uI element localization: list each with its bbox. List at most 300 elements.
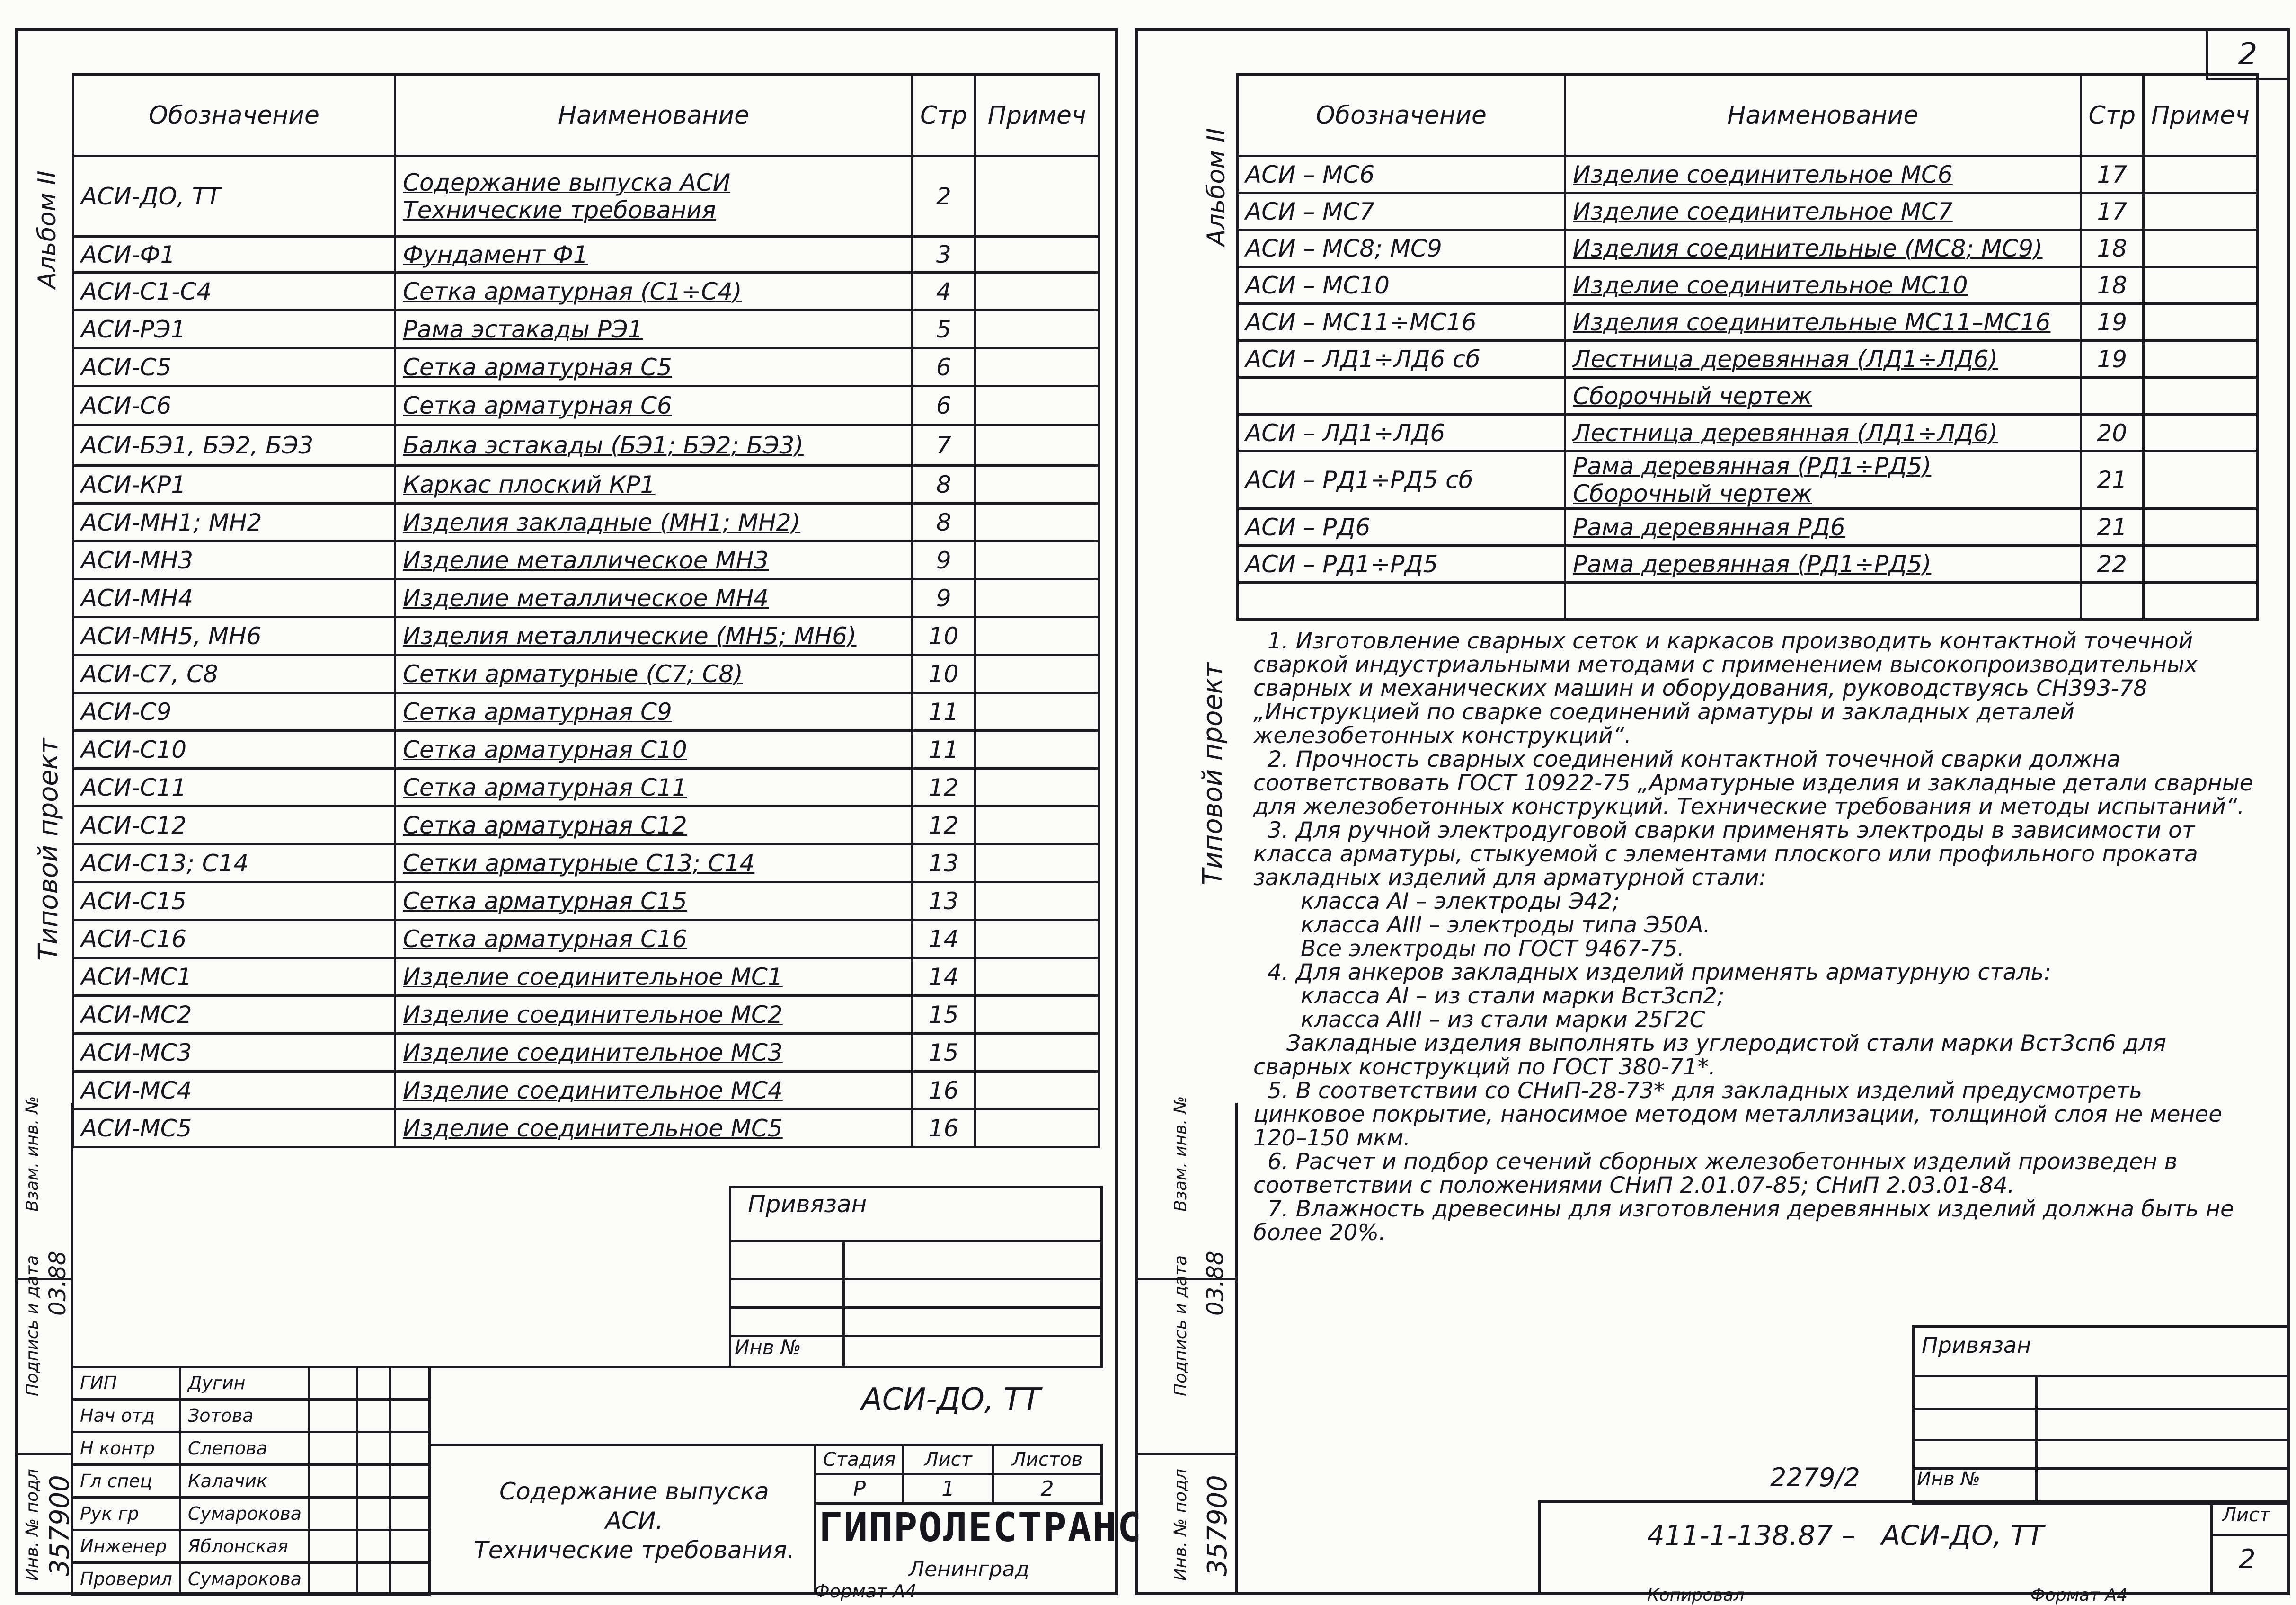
cell-note <box>975 882 1099 920</box>
cell-text: 10 <box>928 660 959 688</box>
cell-text: АСИ-КР1 <box>81 470 186 498</box>
left-privyazan-label: Привязан <box>748 1190 867 1218</box>
cell-note <box>975 156 1099 237</box>
cell-text: АСИ-БЭ1, БЭ2, БЭ3 <box>81 432 314 459</box>
cell-text: АСИ-МС3 <box>81 1038 192 1066</box>
signer-date <box>357 1432 390 1465</box>
cell-text: Фундамент Ф1 <box>403 240 588 268</box>
right-sign-label: Подпись и дата <box>1171 1255 1190 1396</box>
table-row <box>73 920 1099 958</box>
cell-text: 18 <box>2097 271 2128 299</box>
cell-text: 12 <box>928 811 959 839</box>
table-row <box>73 310 1099 348</box>
cell-text: Сетка арматурная С9 <box>403 698 672 726</box>
cell-text: АСИ-С11 <box>81 773 187 801</box>
cell-page <box>2081 230 2144 267</box>
cell-designation <box>73 156 395 237</box>
cell-page <box>912 466 975 504</box>
cell-text: АСИ-С9 <box>81 698 172 726</box>
cell-text: 12 <box>928 773 959 801</box>
cell-designation <box>1238 193 1565 230</box>
cell-text: Балка эстакады (БЭ1; БЭ2; БЭ3) <box>403 432 804 459</box>
cell-text: АСИ-МН5, МН6 <box>81 622 262 650</box>
cell-designation <box>73 844 395 882</box>
signer-date <box>357 1530 390 1563</box>
table-row <box>73 693 1099 731</box>
right-inv-no: Инв № <box>1917 1468 1980 1490</box>
cell-text: Сборочный чертеж <box>1573 382 1812 410</box>
table-row <box>1238 193 2258 230</box>
table-row <box>73 348 1099 386</box>
cell-text: Рама деревянная (РД1÷РД5) Сборочный чертеж <box>1573 452 1932 507</box>
table-row <box>1238 304 2258 341</box>
cell-text: 21 <box>2097 466 2128 494</box>
signer-name: Зотова <box>180 1400 309 1432</box>
cell-designation <box>1238 546 1565 583</box>
cell-text: Изделие металлическое МН4 <box>403 584 769 612</box>
signer-role: ГИП <box>72 1367 180 1400</box>
note-paragraph: 2. Прочность сварных соединений контактной точечной сварки должна соответствовать ГОСТ 10922-75 „Арматурные изделия и закладные детали сварные для железобетонных конструкций. Технические требования и методы испытаний“. <box>1253 746 2253 820</box>
pr-line1 <box>1912 1375 2290 1377</box>
cell-text: АСИ-С5 <box>81 353 172 381</box>
header-page: Стр <box>912 75 975 156</box>
sheets-value: 2 <box>993 1474 1102 1504</box>
cell-name <box>1565 452 2081 509</box>
cell-name <box>1565 415 2081 452</box>
signer-row <box>72 1498 430 1530</box>
table-row <box>1238 156 2258 193</box>
right-inv-value: 357900 <box>1202 1475 1233 1576</box>
cell-designation <box>1238 452 1565 509</box>
cell-name <box>395 920 913 958</box>
cell-page <box>912 156 975 237</box>
rc-vline <box>2210 1500 2213 1595</box>
cell-text: АСИ-Ф1 <box>81 240 176 268</box>
cell-text: 8 <box>936 470 951 498</box>
right-contents-table <box>1236 73 2259 621</box>
cell-text: 17 <box>2097 197 2128 225</box>
cell-text: 22 <box>2097 550 2128 578</box>
cell-text: 11 <box>928 736 959 763</box>
cell-designation <box>73 996 395 1034</box>
cell-text: 14 <box>928 963 959 991</box>
cell-note <box>2144 509 2258 546</box>
cell-name <box>395 1109 913 1147</box>
cell-text: 13 <box>928 849 959 877</box>
header-note: Примеч <box>2144 75 2258 156</box>
cell-name <box>1565 378 2081 415</box>
cell-designation <box>1238 230 1565 267</box>
cell-designation <box>73 769 395 807</box>
cell-text: 6 <box>936 353 951 381</box>
cell-note <box>975 1072 1099 1109</box>
cell-name <box>395 156 913 237</box>
header-name: Наименование <box>395 75 913 156</box>
cell-designation <box>73 1034 395 1072</box>
cell-designation <box>73 466 395 504</box>
cell-designation <box>73 920 395 958</box>
cell-text: 2 <box>936 182 951 210</box>
order-number: 2279/2 <box>1770 1463 1860 1492</box>
table-row <box>73 769 1099 807</box>
cell-text: 9 <box>936 584 951 612</box>
cell-page <box>2081 341 2144 378</box>
cell-page <box>912 617 975 655</box>
table-row <box>1238 509 2258 546</box>
cell-text: АСИ-С12 <box>81 811 187 839</box>
note-paragraph: класса АI – из стали марки Вст3сп2; <box>1301 983 1725 1009</box>
signer-name: Сумарокова <box>180 1498 309 1530</box>
cell-text: АСИ-МН1; МН2 <box>81 508 262 536</box>
signer-name: Сумарокова <box>180 1563 309 1596</box>
left-doc-code: АСИ-ДО, ТТ <box>861 1382 1041 1417</box>
cell-note <box>2144 304 2258 341</box>
signer-date <box>357 1400 390 1432</box>
table-row <box>1238 230 2258 267</box>
cell-text: Изделие соединительное МС3 <box>403 1038 783 1066</box>
table-row <box>1238 267 2258 304</box>
cell-name <box>395 958 913 996</box>
cell-name <box>1565 583 2081 620</box>
cell-text: Лестница деревянная (ЛД1÷ЛД6) <box>1573 419 1998 447</box>
cell-page <box>912 958 975 996</box>
cell-designation <box>1238 378 1565 415</box>
cell-text: Изделие соединительное МС10 <box>1573 271 1968 299</box>
cell-designation <box>1238 509 1565 546</box>
cell-text: АСИ-С13; С14 <box>81 849 249 877</box>
cell-text: Изделия соединительные (МС8; МС9) <box>1573 234 2043 262</box>
cell-text: АСИ – МС10 <box>1245 271 1390 299</box>
table-row <box>73 807 1099 844</box>
header-designation: Обозначение <box>73 75 395 156</box>
cell-name <box>395 617 913 655</box>
cell-designation <box>73 807 395 844</box>
cell-name <box>395 844 913 882</box>
header-designation: Обозначение <box>1238 75 1565 156</box>
table-row <box>73 237 1099 273</box>
table-row <box>73 1072 1099 1109</box>
cell-name <box>395 807 913 844</box>
cell-page <box>912 386 975 426</box>
cell-page <box>912 541 975 579</box>
pr-line3 <box>1912 1439 2290 1441</box>
cell-designation <box>73 541 395 579</box>
cell-designation <box>73 237 395 273</box>
cell-text: Сетка арматурная (С1÷С4) <box>403 277 742 305</box>
cell-text: Изделие соединительное МС1 <box>403 963 783 991</box>
rc-hline <box>2210 1534 2290 1536</box>
cell-note <box>2144 156 2258 193</box>
stage-header: Стадия <box>816 1445 904 1474</box>
cell-page <box>2081 304 2144 341</box>
signer-date <box>357 1465 390 1498</box>
cell-page <box>2081 452 2144 509</box>
cell-text: Изделие соединительное МС2 <box>403 1001 783 1029</box>
cell-text: 15 <box>928 1001 959 1029</box>
cell-text: АСИ – МС11÷МС16 <box>1245 308 1477 336</box>
right-vzam-label: Взам. инв. № <box>1171 1096 1190 1212</box>
cell-name <box>395 466 913 504</box>
table-row <box>73 655 1099 693</box>
signer-sig <box>310 1400 357 1432</box>
cell-designation <box>73 348 395 386</box>
cell-page <box>912 348 975 386</box>
signer-x <box>390 1400 429 1432</box>
stage-value: Р <box>816 1474 904 1504</box>
cell-text: 14 <box>928 925 959 953</box>
cell-note <box>2144 267 2258 304</box>
note-paragraph: Все электроды по ГОСТ 9467-75. <box>1301 936 1684 962</box>
cell-text: Сетка арматурная С15 <box>403 887 687 915</box>
right-format: Формат А4 <box>2030 1586 2128 1605</box>
sheet-header: Лист <box>904 1445 993 1474</box>
cell-text: Рама деревянная РД6 <box>1573 513 1845 541</box>
cell-text: 19 <box>2097 345 2128 373</box>
cell-text: Изделия закладные (МН1; МН2) <box>403 508 801 536</box>
cell-text: Сетка арматурная С5 <box>403 353 672 381</box>
signer-x <box>390 1367 429 1400</box>
right-sidebar-line-1 <box>1135 1278 1237 1280</box>
cell-page <box>2081 267 2144 304</box>
right-date-value: 03.88 <box>1202 1250 1229 1316</box>
cell-designation <box>73 273 395 310</box>
cell-text: 4 <box>936 277 951 305</box>
pr-vline <box>2035 1375 2038 1505</box>
signer-x <box>390 1498 429 1530</box>
right-album-label: Альбом II <box>1202 128 1231 246</box>
cell-page <box>912 273 975 310</box>
cell-name <box>1565 341 2081 378</box>
table-row <box>73 844 1099 882</box>
signer-role: Гл спец <box>72 1465 180 1498</box>
cell-text: 9 <box>936 546 951 574</box>
cell-note <box>975 958 1099 996</box>
cell-text: Сетки арматурные С13; С14 <box>403 849 755 877</box>
cell-note <box>975 731 1099 769</box>
table-row <box>1238 378 2258 415</box>
cell-page <box>912 844 975 882</box>
table-row <box>73 541 1099 579</box>
cell-note <box>975 1034 1099 1072</box>
cell-text: Сетка арматурная С6 <box>403 392 672 419</box>
cell-note <box>975 693 1099 731</box>
cell-designation <box>73 958 395 996</box>
cell-page <box>2081 193 2144 230</box>
cell-designation <box>73 882 395 920</box>
stage-table <box>814 1444 1103 1505</box>
cell-text: АСИ – МС7 <box>1245 197 1375 225</box>
table-row <box>73 958 1099 996</box>
pl-line1 <box>729 1240 1103 1242</box>
signer-row <box>72 1400 430 1432</box>
cell-note <box>975 273 1099 310</box>
signer-name: Калачик <box>180 1465 309 1498</box>
header-note: Примеч <box>975 75 1099 156</box>
cell-name <box>395 541 913 579</box>
cell-name <box>395 769 913 807</box>
cell-note <box>2144 452 2258 509</box>
cell-text: 16 <box>928 1076 959 1104</box>
cell-text: Каркас плоский КР1 <box>403 470 656 498</box>
cell-text: АСИ – ЛД1÷ЛД6 <box>1245 419 1445 447</box>
cell-page <box>912 504 975 541</box>
right-privyazan-label: Привязан <box>1922 1332 2031 1358</box>
cell-text: АСИ-С6 <box>81 392 172 419</box>
table-row <box>73 882 1099 920</box>
table-row <box>73 731 1099 769</box>
cell-text: 17 <box>2097 160 2128 188</box>
signer-x <box>390 1465 429 1498</box>
cell-name <box>395 1034 913 1072</box>
signer-role: Н контр <box>72 1432 180 1465</box>
cell-text: Сетка арматурная С12 <box>403 811 687 839</box>
org-logo: ГИПРОЛЕСТРАНС <box>819 1504 1143 1551</box>
right-sidebar-divider <box>1235 1103 1238 1595</box>
signer-role: Нач отд <box>72 1400 180 1432</box>
cell-name <box>1565 304 2081 341</box>
cell-page <box>912 882 975 920</box>
signer-date <box>357 1498 390 1530</box>
cell-note <box>2144 193 2258 230</box>
page-number: 2 <box>2238 37 2258 72</box>
cell-page <box>912 769 975 807</box>
cell-note <box>975 844 1099 882</box>
cell-text: 7 <box>936 432 951 459</box>
cell-text: Сетки арматурные (С7; С8) <box>403 660 743 688</box>
signer-row <box>72 1563 430 1596</box>
cell-text: 19 <box>2097 308 2128 336</box>
cell-note <box>2144 230 2258 267</box>
cell-text: АСИ – МС8; МС9 <box>1245 234 1442 262</box>
cell-text: АСИ-С15 <box>81 887 187 915</box>
cell-text: Сетка арматурная С11 <box>403 773 687 801</box>
cell-text: 21 <box>2097 513 2128 541</box>
cell-text: Изделие металлическое МН3 <box>403 546 769 574</box>
cell-text: 6 <box>936 392 951 419</box>
cell-name <box>395 579 913 617</box>
cell-page <box>912 807 975 844</box>
signer-role: Проверил <box>72 1563 180 1596</box>
cell-text: АСИ – МС6 <box>1245 160 1375 188</box>
signer-row <box>72 1367 430 1400</box>
cell-page <box>912 426 975 466</box>
cell-note <box>975 996 1099 1034</box>
cell-name <box>395 1072 913 1109</box>
signer-role: Инженер <box>72 1530 180 1563</box>
cell-note <box>975 237 1099 273</box>
cell-note <box>975 617 1099 655</box>
cell-designation <box>73 1109 395 1147</box>
cell-page <box>912 1072 975 1109</box>
cell-name <box>395 882 913 920</box>
signer-x <box>390 1563 429 1596</box>
right-typical-label: Типовой проект <box>1197 662 1228 885</box>
left-sign-label: Подпись и дата <box>23 1255 42 1396</box>
cell-note <box>975 541 1099 579</box>
cell-designation <box>73 655 395 693</box>
cell-name <box>1565 267 2081 304</box>
cell-designation <box>73 310 395 348</box>
table-row <box>73 996 1099 1034</box>
cell-designation <box>1238 156 1565 193</box>
cell-page <box>912 310 975 348</box>
cell-text: 18 <box>2097 234 2128 262</box>
signer-role: Рук гр <box>72 1498 180 1530</box>
table-row <box>73 579 1099 617</box>
cell-page <box>912 996 975 1034</box>
header-name: Наименование <box>1565 75 2081 156</box>
cell-designation <box>73 617 395 655</box>
pr-line2 <box>1912 1408 2290 1410</box>
cell-page <box>912 579 975 617</box>
note-paragraph: 3. Для ручной электродуговой сварки применять электроды в зависимости от класса арматуры, стыкуемой с элементами плоского или профильного проката закладных изделий для арматурной стали: <box>1253 817 2198 891</box>
table-row <box>1238 452 2258 509</box>
cell-designation <box>73 426 395 466</box>
cell-text: Сетка арматурная С10 <box>403 736 687 763</box>
table-row <box>73 1109 1099 1147</box>
cell-note <box>975 504 1099 541</box>
signer-row <box>72 1432 430 1465</box>
cell-name <box>395 504 913 541</box>
cell-text: Рама деревянная (РД1÷РД5) <box>1573 550 1932 578</box>
cell-text: АСИ-МС4 <box>81 1076 192 1104</box>
sheet-value: 1 <box>904 1474 993 1504</box>
table-row <box>73 386 1099 426</box>
signer-date <box>357 1367 390 1400</box>
left-inv-value: 357900 <box>44 1475 75 1576</box>
pl-line2 <box>729 1278 1103 1280</box>
note-paragraph: 1. Изготовление сварных сеток и каркасов производить контактной точечной сваркой индустриальными методами с применением высокопроизводительных сварных и механических машин и оборудования, руководствуясь СН393-78 „Инструкцией по сварке соединений арматуры и закладных деталей железобетонных конструкций“. <box>1253 628 2198 749</box>
cell-text: АСИ – ЛД1÷ЛД6 сб <box>1245 345 1480 373</box>
cell-text: АСИ-РЭ1 <box>81 315 186 343</box>
right-sheet-label: Лист <box>2222 1504 2270 1526</box>
cell-designation <box>73 731 395 769</box>
cell-text: АСИ-МС1 <box>81 963 192 991</box>
cell-text: АСИ – РД1÷РД5 сб <box>1245 466 1473 494</box>
table-row <box>73 156 1099 237</box>
right-inv-label: Инв. № подл <box>1171 1469 1190 1581</box>
cell-note <box>975 807 1099 844</box>
cell-designation <box>73 504 395 541</box>
cell-text: Изделие соединительное МС6 <box>1573 160 1953 188</box>
table-row <box>1238 546 2258 583</box>
table-row <box>73 617 1099 655</box>
cell-text: 16 <box>928 1114 959 1142</box>
left-typical-label: Типовой проект <box>33 738 64 961</box>
table-row <box>73 426 1099 466</box>
cell-page <box>912 1034 975 1072</box>
left-sidebar-line-1 <box>15 1278 73 1280</box>
signers-table <box>71 1366 431 1596</box>
cell-note <box>975 769 1099 807</box>
signer-sig <box>310 1432 357 1465</box>
cell-name <box>395 310 913 348</box>
cell-designation <box>1238 583 1565 620</box>
cell-text: Сетка арматурная С16 <box>403 925 687 953</box>
cell-note <box>975 310 1099 348</box>
cell-text: Изделие соединительное МС7 <box>1573 197 1953 225</box>
cell-text: АСИ-МН3 <box>81 546 194 574</box>
cell-name <box>395 386 913 426</box>
left-vzam-label: Взам. инв. № <box>23 1096 42 1212</box>
right-sidebar-line-2 <box>1135 1453 1237 1455</box>
cell-note <box>2144 378 2258 415</box>
cell-designation <box>1238 341 1565 378</box>
signer-name: Слепова <box>180 1432 309 1465</box>
signer-name: Дугин <box>180 1367 309 1400</box>
cell-designation <box>1238 415 1565 452</box>
cell-note <box>975 920 1099 958</box>
